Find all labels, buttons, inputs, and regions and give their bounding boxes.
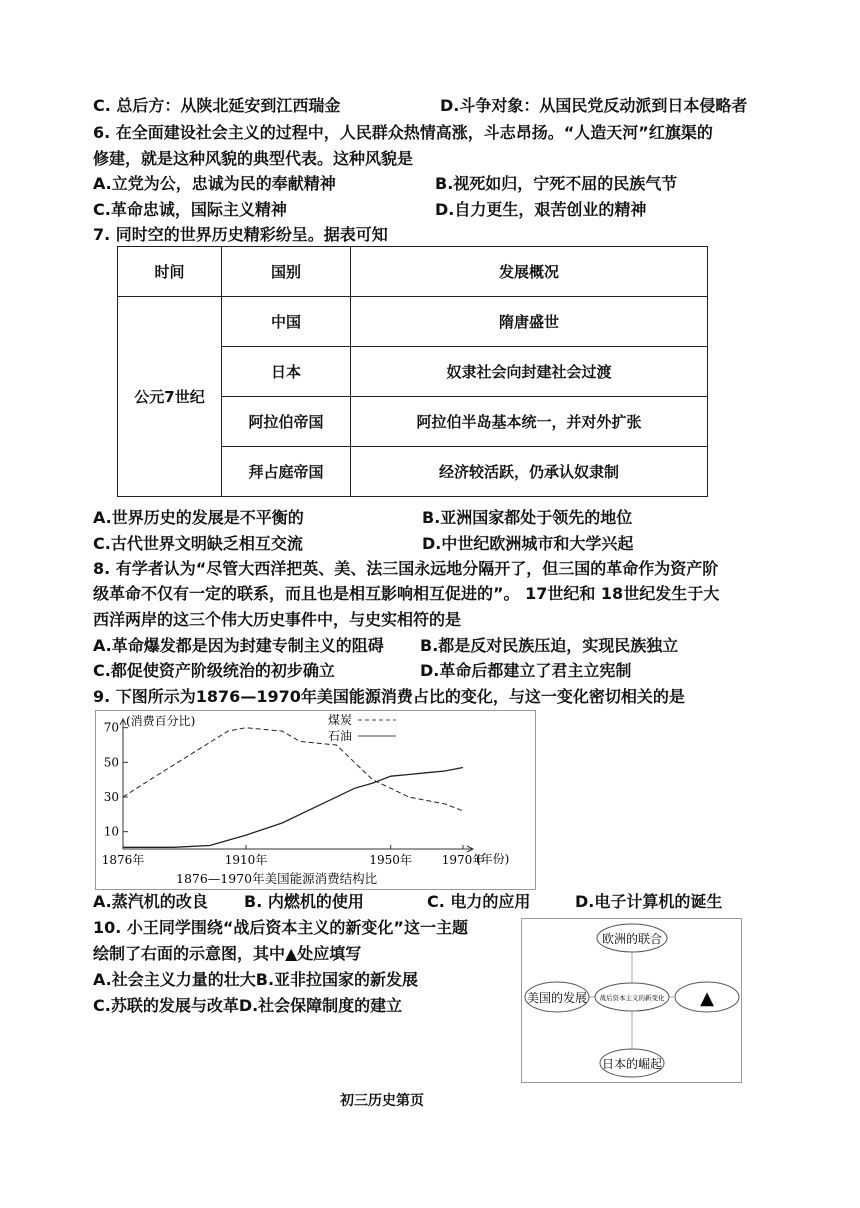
x-tick-label: 1910年	[224, 853, 268, 867]
q9-option-a: A.蒸汽机的改良	[93, 892, 208, 911]
table-desc: 阿拉伯半岛基本统一，并对外扩张	[351, 397, 708, 447]
chart-title: 1876—1970年美国能源消费结构比	[176, 871, 378, 886]
energy-chart	[95, 710, 536, 890]
q7-option-d: D.中世纪欧洲城市和大学兴起	[422, 534, 634, 553]
table-country: 日本	[222, 347, 351, 397]
table-period: 公元7世纪	[118, 297, 222, 497]
diagram-center-label: 战后资本主义的新变化	[599, 994, 665, 1002]
q7-option-a: A.世界历史的发展是不平衡的	[93, 508, 304, 527]
q8-stem-3: 西洋两岸的这三个伟大历史事件中，与史实相符的是	[93, 610, 462, 629]
q8-stem-2: 级革命不仅有一定的联系，而且也是相互影响相互促进的”。 17世纪和 18世纪发生于大	[93, 584, 720, 603]
q9-stem: 9. 下图所示为1876—1970年美国能源消费占比的变化，与这一变化密切相关的是	[93, 687, 685, 706]
q7-stem: 7. 同时空的世界历史精彩纷呈。据表可知	[93, 225, 388, 244]
q9-option-c: C. 电力的应用	[427, 892, 531, 911]
q6-stem-1: 6. 在全面建设社会主义的过程中，人民群众热情高涨，斗志昂扬。“人造天河”红旗渠的	[93, 123, 713, 142]
series-oil-line	[123, 768, 463, 848]
q8-stem-1: 8. 有学者认为“尽管大西洋把英、美、法三国永远地分隔开了，但三国的革命作为资产阶	[93, 559, 719, 578]
table-header-country: 国别	[222, 247, 351, 297]
legend-oil-label: 石油	[328, 729, 353, 743]
x-tick-label: 1876年	[101, 853, 145, 867]
table-desc: 隋唐盛世	[351, 297, 708, 347]
table-country: 拜占庭帝国	[222, 447, 351, 497]
x-tick-label: 1950年	[369, 853, 412, 867]
table-header-time: 时间	[118, 247, 222, 297]
q8-option-d: D.革命后都建立了君主立宪制	[420, 661, 632, 680]
table-desc: 经济较活跃，仍承认奴隶制	[351, 447, 708, 497]
q10-stem-2: 绘制了右面的示意图，其中▲处应填写	[93, 944, 362, 963]
energy-chart-svg	[96, 711, 535, 889]
table-header-desc: 发展概况	[351, 247, 708, 297]
x-tick-label: 1970年	[441, 853, 485, 867]
legend-coal-label: 煤炭	[328, 713, 353, 727]
q6-option-b: B.视死如归，宁死不屈的民族气节	[435, 174, 678, 193]
table-country: 阿拉伯帝国	[222, 397, 351, 447]
q6-option-d: D.自力更生，艰苦创业的精神	[435, 200, 647, 219]
q10-diagram	[521, 918, 742, 1083]
diagram-top-label: 欧洲的联合	[601, 932, 663, 946]
q6-stem-2: 修建，就是这种风貌的典型代表。这种风貌是	[93, 149, 414, 168]
diagram-right-triangle: ▲	[700, 988, 714, 1009]
q7-option-c: C.古代世界文明缺乏相互交流	[93, 534, 303, 553]
y-tick-label: 70	[103, 720, 119, 735]
q9-option-d: D.电子计算机的诞生	[575, 892, 723, 911]
page-footer: 初三历史第页	[340, 1093, 424, 1109]
q8-option-c: C.都促使资产阶级统治的初步确立	[93, 661, 335, 680]
q10-stem-1: 10. 小王同学围绕“战后资本主义的新变化”这一主题	[93, 918, 468, 937]
q8-option-b: B.都是反对民族压迫，实现民族独立	[420, 636, 679, 655]
q5-option-c: C. 总后方：从陕北延安到江西瑞金	[93, 96, 341, 115]
q8-option-a: A.革命爆发都是因为封建专制主义的阻碍	[93, 636, 384, 655]
table-country: 中国	[222, 297, 351, 347]
q7-table	[117, 246, 708, 497]
q7-option-b: B.亚洲国家都处于领先的地位	[422, 508, 633, 527]
table-desc: 奴隶社会向封建社会过渡	[351, 347, 708, 397]
q10-options-cd: C.苏联的发展与改革D.社会保障制度的建立	[93, 996, 403, 1015]
diagram-left-label: 美国的发展	[526, 991, 588, 1005]
y-axis-label: (消费百分比)	[126, 714, 196, 728]
diagram-bottom-label: 日本的崛起	[601, 1057, 663, 1071]
q6-option-c: C.革命忠诚，国际主义精神	[93, 200, 287, 219]
y-tick-label: 50	[103, 755, 119, 770]
q10-options-ab: A.社会主义力量的壮大B.亚非拉国家的新发展	[93, 970, 419, 989]
y-tick-label: 10	[103, 824, 119, 839]
y-tick-label: 30	[103, 790, 119, 804]
q6-option-a: A.立党为公，忠诚为民的奉献精神	[93, 174, 336, 193]
x-axis-label: (年份)	[476, 852, 510, 866]
q10-diagram-svg	[522, 919, 741, 1082]
series-coal-line	[123, 728, 463, 811]
q9-option-b: B. 内燃机的使用	[244, 892, 364, 911]
q5-option-d: D.斗争对象：从国民党反动派到日本侵略者	[440, 96, 748, 115]
